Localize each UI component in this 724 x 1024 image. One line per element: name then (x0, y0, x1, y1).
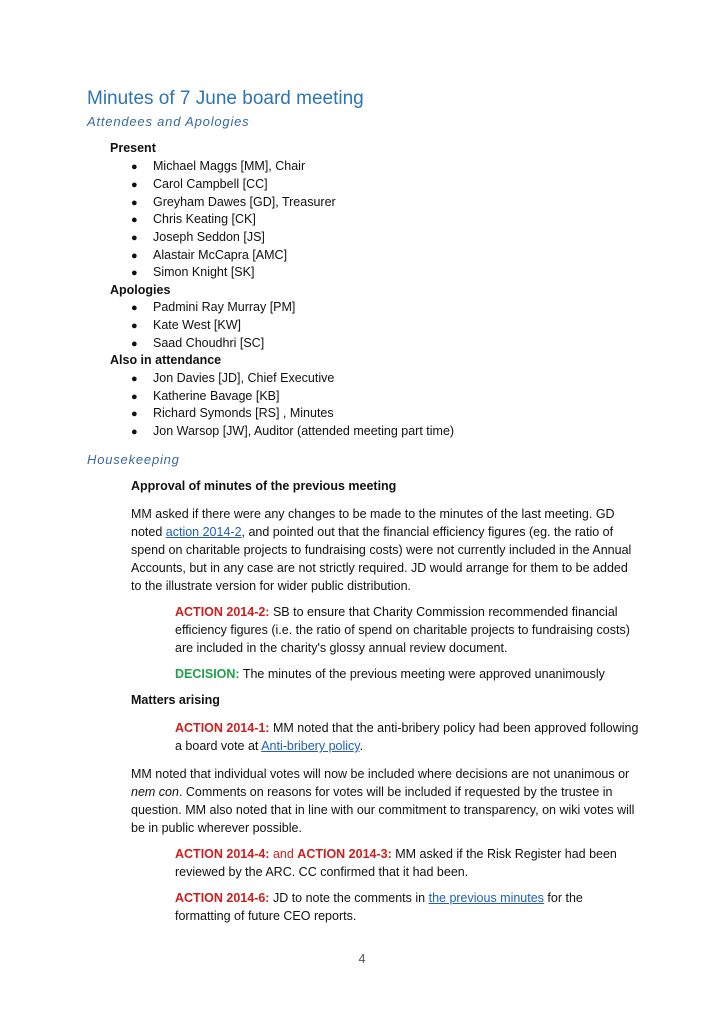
action-2014-2-link[interactable]: action 2014-2 (165, 525, 242, 539)
page-number: 4 (358, 952, 366, 966)
apologies-item: ● Padmini Ray Murray [PM] (131, 300, 296, 314)
present-item: ● Simon Knight [SK] (131, 265, 255, 279)
present-item: ● Michael Maggs [MM], Chair (131, 159, 306, 173)
page-title: Minutes of 7 June board meeting (87, 88, 364, 109)
matters-arising-heading: Matters arising (131, 693, 220, 707)
also-item: ● Jon Davies [JD], Chief Executive (131, 371, 335, 385)
also-item: ● Richard Symonds [RS] , Minutes (131, 406, 334, 420)
decision-item: DECISION: The minutes of the previous meeting were approved unanimously (175, 667, 605, 681)
present-item: ● Greyham Dawes [GD], Treasurer (131, 195, 336, 209)
section-attendees-heading: Attendees and Apologies (87, 114, 250, 129)
present-item: ● Chris Keating [CK] (131, 212, 256, 226)
votes-paragraph: MM noted that individual votes will now be included where decisions are not unanimous or nem con. Comments on reasons for votes will be included if requested by the trustee in question. MM also noted that in line with our commitment to transparency, on wiki votes will be in public wherever possible. (131, 767, 635, 835)
also-in-attendance-label: Also in attendance (110, 353, 222, 367)
action-2014-4-item: ACTION 2014-4: and ACTION 2014-3: MM asked if the Risk Register had been reviewed by the ARC. CC confirmed that it had been. (175, 847, 617, 879)
action-2014-1-item: ACTION 2014-1: MM noted that the anti-bribery policy had been approved following a board vote at Anti-bribery policy. (175, 721, 639, 753)
present-label: Present (110, 141, 156, 155)
action-2014-6-item: ACTION 2014-6: JD to note the comments in the previous minutes for the formatting of future CEO reports. (175, 891, 583, 923)
action-2014-2-item: ACTION 2014-2: SB to ensure that Charity Commission recommended financial efficiency figures (i.e. the ratio of spend on charitable projects to fundraising costs) are included in the charity's glossy annual review document. (175, 605, 630, 655)
present-item: ● Joseph Seddon [JS] (131, 230, 265, 244)
previous-minutes-link[interactable]: the previous minutes (428, 891, 544, 905)
apologies-item: ● Kate West [KW] (131, 318, 241, 332)
present-item: ● Carol Campbell [CC] (131, 177, 268, 191)
section-housekeeping-heading: Housekeeping (87, 452, 180, 467)
approval-paragraph: MM asked if there were any changes to be made to the minutes of the last meeting. GD noted action 2014-2, and pointed out that the financial efficiency figures (eg. the ratio of spend on charitable projects to fundraising costs) were not currently included in the Annual Accounts, but in any case are not strictly required. JD would arrange for them to be added to the illustrate version for wider public distribution. (131, 507, 632, 593)
approval-heading: Approval of minutes of the previous meeting (131, 479, 397, 493)
also-item: ● Jon Warsop [JW], Auditor (attended meeting part time) (131, 424, 455, 438)
apologies-item: ● Saad Choudhri [SC] (131, 336, 265, 350)
also-item: ● Katherine Bavage [KB] (131, 389, 280, 403)
apologies-label: Apologies (110, 283, 171, 297)
anti-bribery-policy-link[interactable]: Anti-bribery policy (261, 739, 360, 753)
present-item: ● Alastair McCapra [AMC] (131, 248, 288, 262)
